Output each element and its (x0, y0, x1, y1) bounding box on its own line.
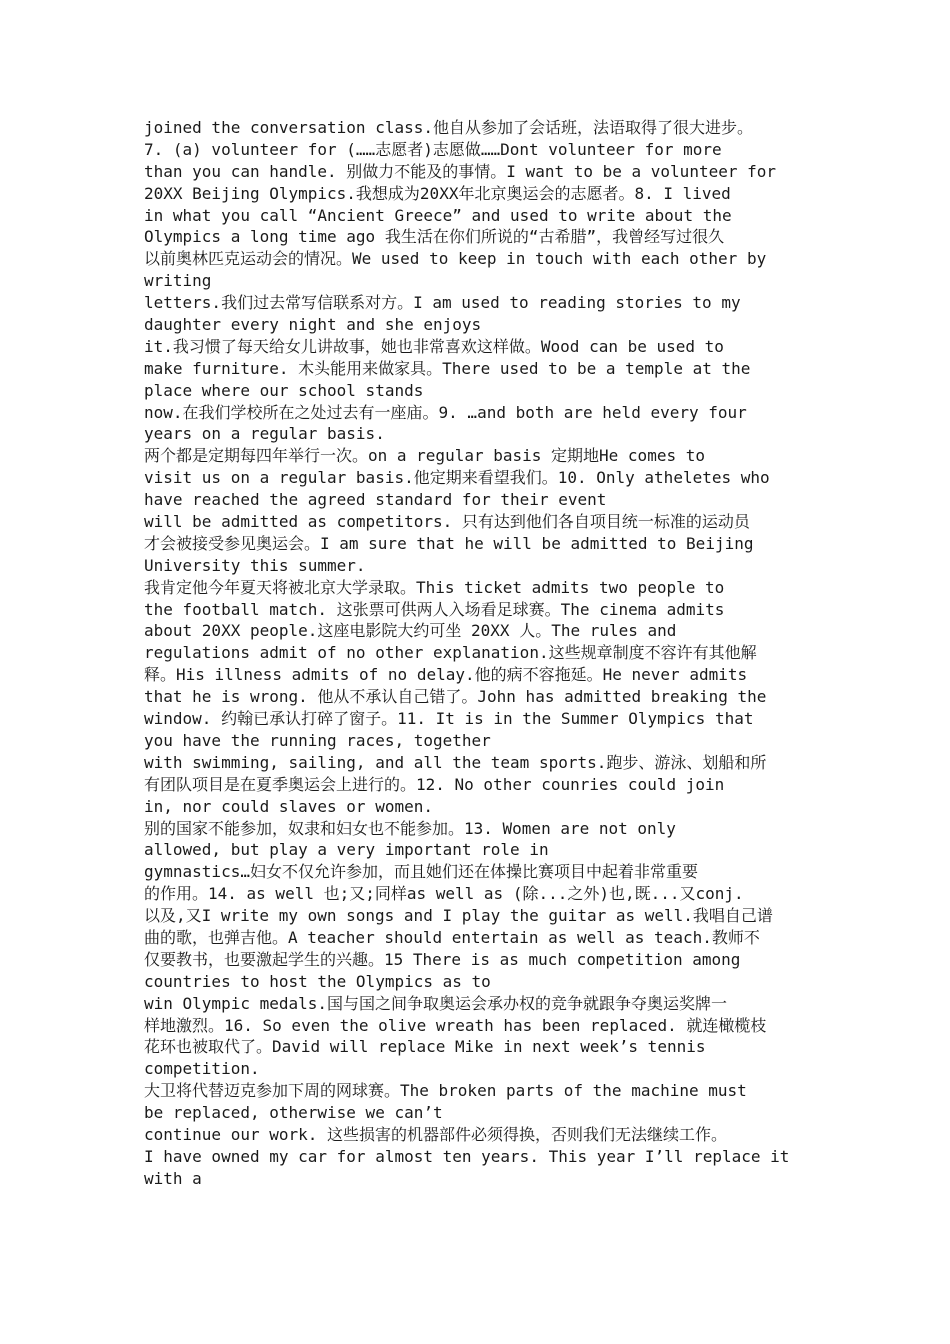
text-line: 才会被接受参见奥运会。I am sure that he will be admitted to Beijing (144, 533, 754, 553)
text-line: letters.我们过去常写信联系对方。I am used to reading stories to my (144, 293, 741, 313)
text-line: competition. (144, 1059, 260, 1079)
text-line: with swimming, sailing, and all the team sports.跑步、游泳、划船和所 (144, 752, 767, 772)
text-line: 别的国家不能参加，奴隶和妇女也不能参加。13. Women are not only (144, 818, 676, 838)
text-line: University this summer. (144, 555, 366, 575)
text-line: with a (144, 1168, 202, 1188)
text-line: be replaced, otherwise we can’t (144, 1103, 443, 1123)
text-line: continue our work. 这些损害的机器部件必须得换，否则我们无法继续工作。 (144, 1124, 728, 1144)
text-line: regulations admit of no other explanation.这些规章制度不容许有其他解 (144, 643, 757, 663)
text-line: 7. (a) volunteer for (……志愿者)志愿做……Dont volunteer for more (144, 139, 722, 159)
text-line: years on a regular basis. (144, 424, 385, 444)
text-line: Olympics a long time ago 我生活在你们所说的“古希腊”，我曾经写过很久 (144, 227, 725, 247)
text-line: about 20XX people.这座电影院大约可坐 20XX 人。The rules and (144, 621, 677, 641)
text-line: 仅要教书，也要激起学生的兴趣。15 There is as much competition among (144, 949, 741, 969)
text-line: countries to host the Olympics as to (144, 971, 491, 991)
text-line: in what you call “Ancient Greece” and used to write about the (144, 205, 732, 225)
text-line: place where our school stands (144, 380, 424, 400)
text-line: daughter every night and she enjoys (144, 315, 482, 335)
text-line: 花环也被取代了。David will replace Mike in next week’s tennis (144, 1037, 706, 1057)
text-line: 20XX Beijing Olympics.我想成为20XX年北京奥运会的志愿者。8. I lived (144, 183, 731, 203)
text-line: joined the conversation class.他自从参加了会话班，法语取得了很大进步。 (144, 118, 753, 137)
text-line: 样地激烈。16. So even the olive wreath has been replaced. 就连橄榄枝 (144, 1015, 767, 1035)
text-line: that he is wrong. 他从不承认自己错了。John has admitted breaking the (144, 687, 767, 707)
text-line: than you can handle. 别做力不能及的事情。I want to be a volunteer for (144, 161, 777, 181)
text-line: visit us on a regular basis.他定期来看望我们。10. Only atheletes who (144, 468, 770, 488)
text-line: win Olympic medals.国与国之间争取奥运会承办权的竞争就跟争夺奥运奖牌一 (144, 993, 728, 1013)
text-line: will be admitted as competitors. 只有达到他们各自项目统一标准的运动员 (144, 512, 750, 532)
body-text (144, 117, 810, 1190)
text-line: 有团队项目是在夏季奥运会上进行的。12. No other counries could join (144, 774, 725, 794)
text-line: 以及,又I write my own songs and I play the guitar as well.我唱自己谱 (144, 906, 773, 926)
text-line: have reached the agreed standard for their event (144, 490, 607, 510)
text-line: 大卫将代替迈克参加下周的网球赛。The broken parts of the machine must (144, 1081, 747, 1101)
text-line: writing (144, 271, 212, 291)
text-line: 的作用。14. as well 也;又;同样as well as (除...之外)也,既...又conj. (144, 884, 744, 904)
text-line: make furniture. 木头能用来做家具。There used to be a temple at the (144, 358, 751, 378)
text-line: 以前奥林匹克运动会的情况。We used to keep in touch with each other by (144, 249, 767, 269)
text-line: in, nor could slaves or women. (144, 796, 433, 816)
text-line: 我肯定他今年夏天将被北京大学录取。This ticket admits two people to (144, 577, 725, 597)
text-line: 释。His illness admits of no delay.他的病不容拖延。He never admits (144, 665, 748, 685)
text-line: you have the running races, together (144, 730, 491, 750)
text-line: the football match. 这张票可供两人入场看足球赛。The cinema admits (144, 599, 725, 619)
text-line: 曲的歌，也弹吉他。A teacher should entertain as well as teach.教师不 (144, 927, 760, 947)
text-line: 两个都是定期每四年举行一次。on a regular basis 定期地He comes to (144, 446, 705, 466)
text-line: window. 约翰已承认打碎了窗子。11. It is in the Summer Olympics that (144, 709, 754, 729)
text-line: gymnastics…妇女不仅允许参加，而且她们还在体操比赛项目中起着非常重要 (144, 862, 698, 882)
text-line: now.在我们学校所在之处过去有一座庙。9. …and both are held every four (144, 402, 747, 422)
text-line: allowed, but play a very important role in (144, 840, 549, 860)
text-line: I have owned my car for almost ten years. This year I’ll replace it (144, 1146, 790, 1166)
text-line: it.我习惯了每天给女儿讲故事，她也非常喜欢这样做。Wood can be used to (144, 336, 724, 356)
